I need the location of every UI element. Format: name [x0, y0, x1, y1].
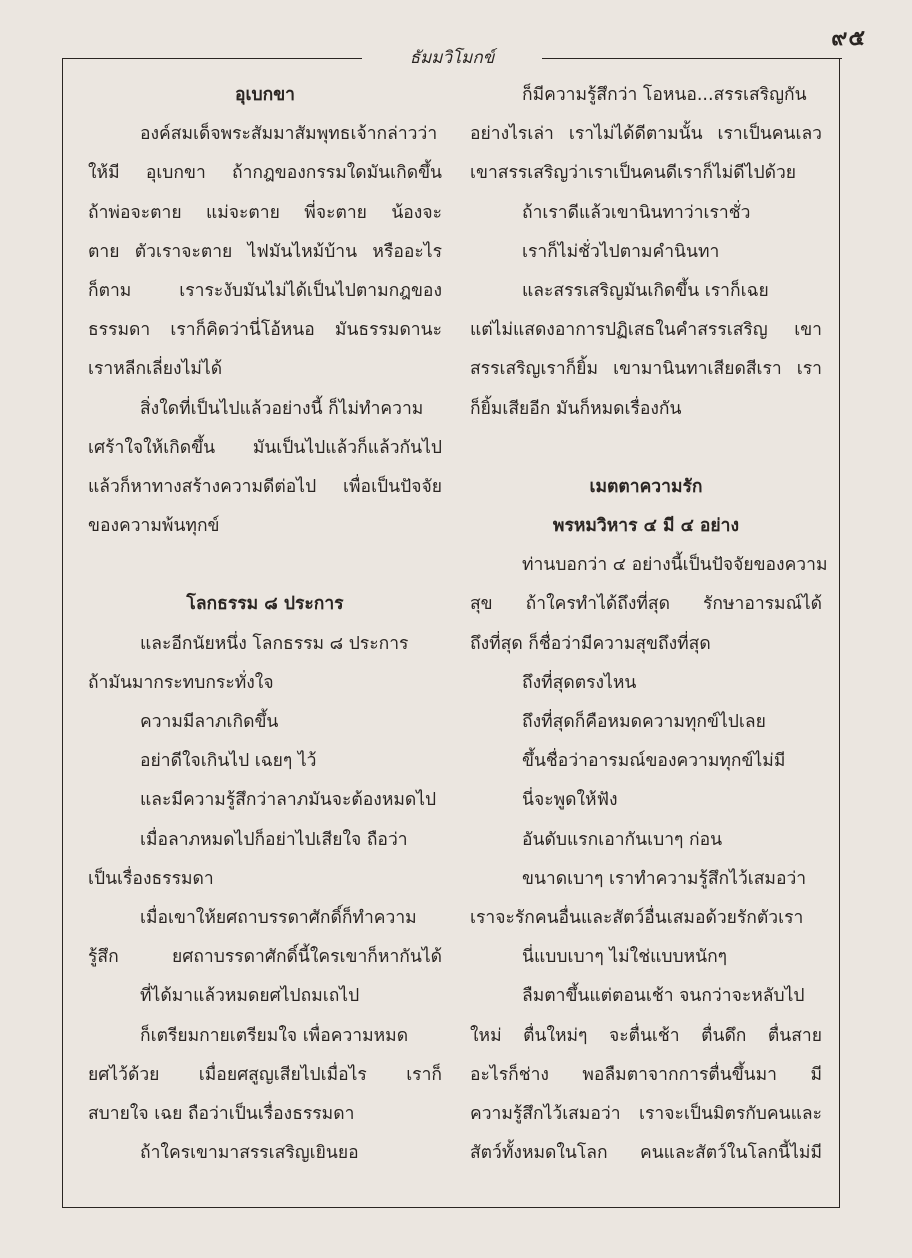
text-line: ก็ตาม เราระงับมันไม่ได้เป็นไปตามกฎของ — [88, 280, 442, 301]
text-line: ใหม่ ตื่นใหม่ๆ จะตื่นเช้า ตื่นดึก ตื่นสาย — [470, 1025, 822, 1046]
text-line: ถึงที่สุดตรงไหน — [522, 672, 637, 693]
text-line: ลืมตาขึ้นแต่ตอนเช้า จนกว่าจะหลับไป — [522, 986, 805, 1007]
text-line: ก็มีความรู้สึกว่า โอหนอ...สรรเสริญกัน — [522, 85, 807, 105]
text-line: ก็ยิ้มเสียอีก มันก็หมดเรื่องกัน — [470, 398, 682, 419]
section-heading: พรหมวิหาร ๔ มี ๔ อย่าง — [552, 516, 740, 537]
header-title: ธัมมวิโมกข์ — [409, 48, 495, 68]
text-line: ที่ได้มาแล้วหมดยศไปถมเถไป — [140, 986, 360, 1007]
text-line: เป็นเรื่องธรรมดา — [88, 868, 214, 889]
text-line: แต่ไม่แสดงอาการปฏิเสธในคำสรรเสริญ เขา — [470, 320, 822, 341]
page-number: ๙๕ — [831, 26, 866, 51]
text-line: เศร้าใจให้เกิดขึ้น มันเป็นไปแล้วก็แล้วกันไป — [88, 437, 442, 458]
text-line: และสรรเสริญมันเกิดขึ้น เราก็เฉย — [522, 280, 769, 301]
text-line: อันดับแรกเอากันเบาๆ ก่อน — [522, 829, 723, 850]
right-column — [470, 76, 828, 1173]
text-line: ของความพ้นทุกข์ — [88, 516, 220, 537]
text-line: และอีกนัยหนึ่ง โลกธรรม ๘ ประการ — [140, 633, 409, 654]
section-heading: เมตตาความรัก — [589, 476, 703, 497]
text-line: เขาสรรเสริญว่าเราเป็นคนดีเราก็ไม่ดีไปด้วย — [470, 163, 797, 184]
text-line: สัตว์ทั้งหมดในโลก คนและสัตว์ในโลกนี้ไม่มี — [470, 1143, 822, 1164]
text-line: นี่แบบเบาๆ ไม่ใช่แบบหนักๆ — [522, 947, 728, 968]
text-line: ตาย ตัวเราจะตาย ไฟมันไหม้บ้าน หรืออะไร — [88, 241, 442, 262]
text-line: ขึ้นชื่อว่าอารมณ์ของความทุกข์ไม่มี — [522, 751, 786, 772]
section-heading: โลกธรรม ๘ ประการ — [186, 594, 344, 615]
text-line: ความมีลาภเกิดขึ้น — [140, 712, 279, 732]
text-line — [88, 546, 442, 585]
text-line: ถ้ามันมากระทบกระทั่งใจ — [88, 672, 274, 693]
text-line: สรรเสริญเราก็ยิ้ม เขามานินทาเสียดสีเรา เรา — [470, 359, 822, 380]
text-line: เมื่อลาภหมดไปก็อย่าไปเสียใจ ถือว่า — [140, 829, 408, 850]
text-line: นี่จะพูดให้ฟัง — [522, 790, 618, 811]
left-column — [88, 76, 442, 1173]
text-line: อย่างไรเล่า เราไม่ได้ดีตามนั้น เราเป็นคนเลว — [470, 124, 822, 145]
text-line — [470, 429, 822, 468]
text-line: อะไรก็ช่าง พอลืมตาจากการตื่นขึ้นมา มี — [470, 1064, 822, 1085]
text-line: ยศไว้ด้วย เมื่อยศสูญเสียไปเมื่อไร เราก็ — [88, 1064, 442, 1085]
text-line: ขนาดเบาๆ เราทำความรู้สึกไว้เสมอว่า — [522, 868, 807, 889]
text-line: ก็เตรียมกายเตรียมใจ เพื่อความหมด — [140, 1025, 409, 1046]
text-line: ถึงที่สุดก็คือหมดความทุกข์ไปเลย — [522, 712, 766, 732]
text-line: แล้วก็หาทางสร้างความดีต่อไป เพื่อเป็นปัจจัย — [88, 476, 442, 497]
text-line: ถ้าใครเขามาสรรเสริญเยินยอ — [140, 1143, 359, 1164]
text-line: สิ่งใดที่เป็นไปแล้วอย่างนี้ ก็ไม่ทำความ — [140, 398, 424, 419]
text-line: สบายใจ เฉย ถือว่าเป็นเรื่องธรรมดา — [88, 1103, 355, 1124]
text-line: เราก็ไม่ชั่วไปตามคำนินทา — [522, 241, 720, 262]
text-line: องค์สมเด็จพระสัมมาสัมพุทธเจ้ากล่าวว่า — [140, 124, 438, 145]
text-line: เราหลีกเลี่ยงไม่ได้ — [88, 359, 223, 380]
text-line: ให้มี อุเบกขา ถ้ากฎของกรรมใดมันเกิดขึ้น — [88, 163, 442, 184]
text-line: อย่าดีใจเกินไป เฉยๆ ไว้ — [140, 751, 317, 772]
text-line: รู้สึก ยศถาบรรดาศักดิ์นี้ใครเขาก็หากันได้ — [88, 947, 442, 968]
section-heading: อุเบกขา — [235, 85, 295, 105]
text-line: ถ้าพ่อจะตาย แม่จะตาย พี่จะตาย น้องจะ — [88, 202, 442, 223]
text-line: เมื่อเขาให้ยศถาบรรดาศักดิ์ก็ทำความ — [140, 907, 417, 928]
text-line: ธรรมดา เราก็คิดว่านี่โอ้หนอ มันธรรมดานะ — [88, 320, 442, 341]
text-line: ท่านบอกว่า ๔ อย่างนี้เป็นปัจจัยของความ — [522, 555, 828, 576]
text-line: ความรู้สึกไว้เสมอว่า เราจะเป็นมิตรกับคนและ — [470, 1103, 822, 1124]
text-line: ถ้าเราดีแล้วเขานินทาว่าเราชั่ว — [522, 202, 751, 223]
text-line: สุข ถ้าใครทำได้ถึงที่สุด รักษาอารมณ์ได้ — [470, 594, 822, 615]
text-line: เราจะรักคนอื่นและสัตว์อื่นเสมอด้วยรักตัวเรา — [470, 907, 804, 928]
text-line: และมีความรู้สึกว่าลาภมันจะต้องหมดไป — [140, 790, 437, 811]
text-line: ถึงที่สุด ก็ชื่อว่ามีความสุขถึงที่สุด — [470, 633, 711, 654]
